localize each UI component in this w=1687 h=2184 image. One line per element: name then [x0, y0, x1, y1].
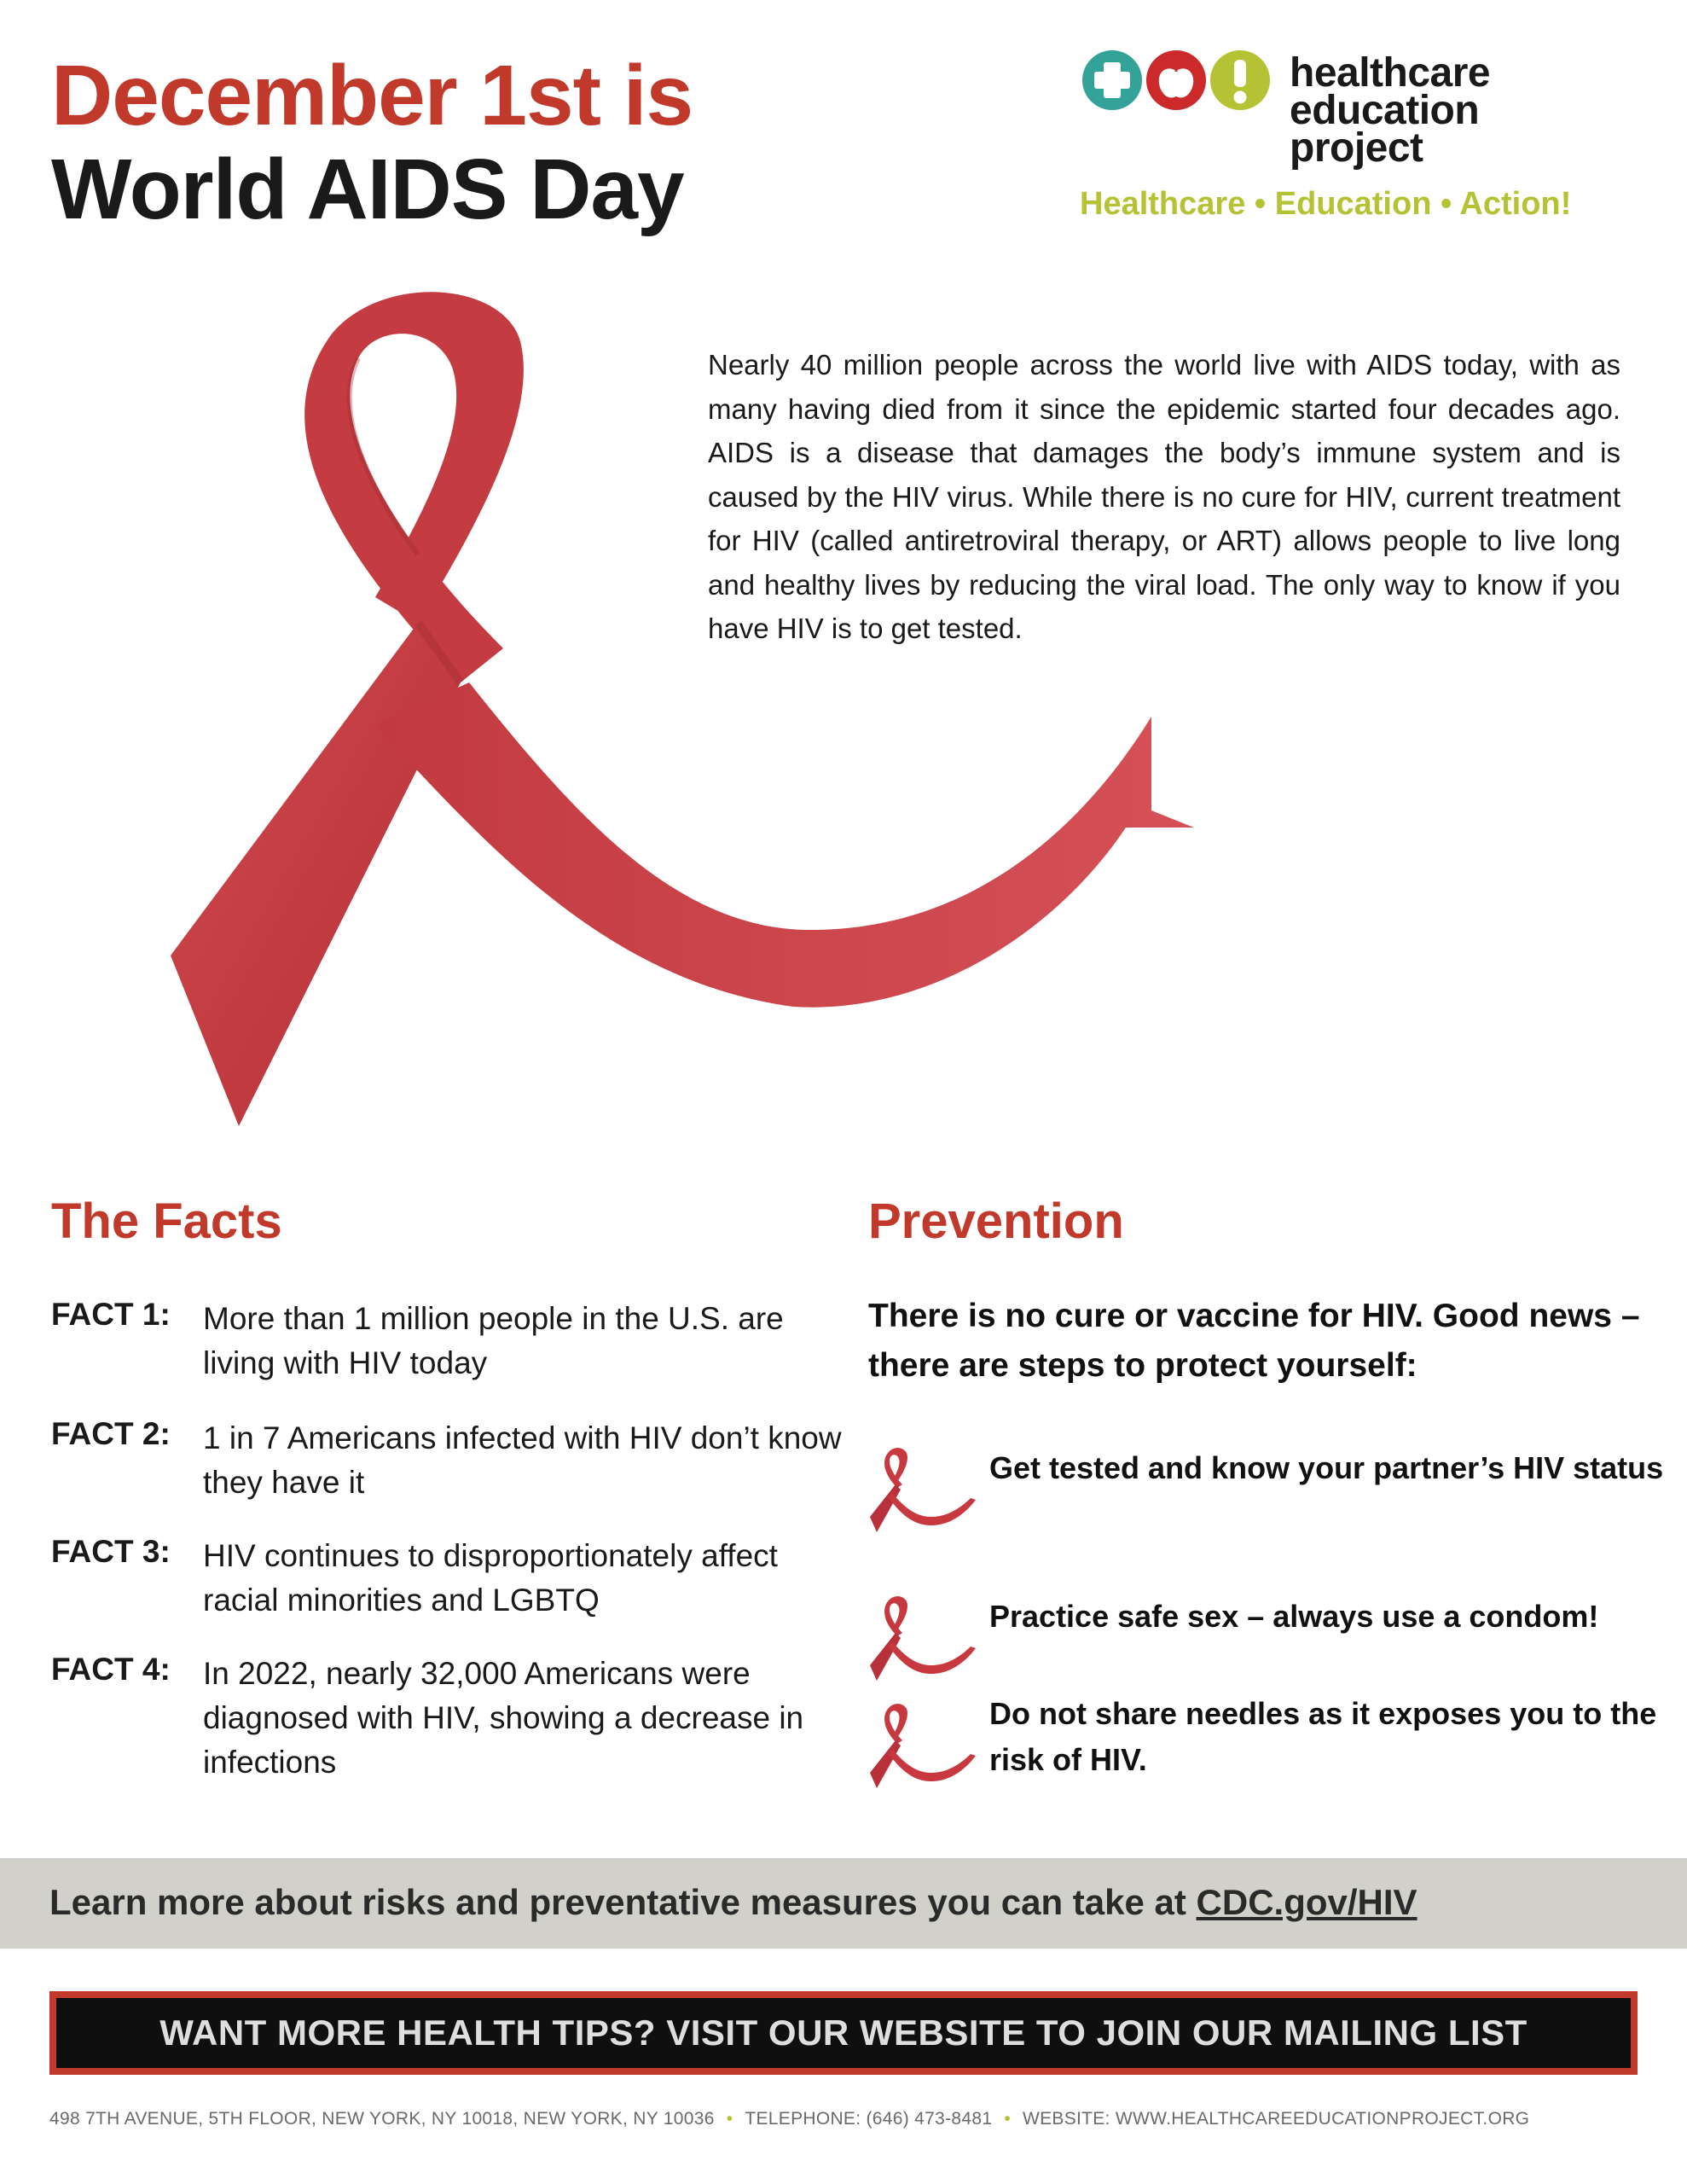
logo-line-3: project [1290, 125, 1423, 171]
learn-more-lead: Learn more about risks and preventative measures you can take at [49, 1882, 1197, 1922]
footer [49, 2109, 1638, 2129]
small-ribbon-icon [868, 1701, 977, 1790]
footer-website[interactable]: WEBSITE: WWW.HEALTHCAREEDUCATIONPROJECT.ORG [1022, 2109, 1530, 2129]
footer-telephone: TELEPHONE: (646) 473-8481 [745, 2109, 993, 2129]
prevention-step-text: Get tested and know your partner’s HIV status [989, 1450, 1664, 1485]
cdc-link[interactable]: CDC.gov/HIV [1196, 1882, 1417, 1922]
page-title-line1: December 1st is [51, 48, 693, 143]
fact-label: FACT 2: [51, 1416, 171, 1451]
fact-text: More than 1 million people in the U.S. are living with HIV today [203, 1301, 784, 1380]
mailing-list-text: WANT MORE HEALTH TIPS? VISIT OUR WEBSITE TO JOIN OUR MAILING LIST [159, 2013, 1528, 2053]
fact-label: FACT 1: [51, 1297, 171, 1332]
small-ribbon-icon [868, 1594, 977, 1682]
fact-text: 1 in 7 Americans infected with HIV don’t know they have it [203, 1420, 842, 1500]
plus-icon [1082, 50, 1142, 110]
apple-icon [1146, 50, 1206, 110]
page-title-line2: World AIDS Day [51, 142, 684, 237]
mailing-list-banner[interactable] [49, 1991, 1638, 2075]
footer-address: 498 7TH AVENUE, 5TH FLOOR, NEW YORK, NY 10018, NEW YORK, NY 10036 [49, 2109, 715, 2129]
prevention-step-text: Do not share needles as it exposes you to the risk of HIV. [989, 1696, 1657, 1777]
prevention-lead: There is no cure or vaccine for HIV. Good news – there are steps to protect yourself: [868, 1298, 1640, 1384]
logo-line-1: healthcare [1290, 50, 1491, 96]
facts-heading: The Facts [51, 1194, 282, 1249]
fact-label: FACT 3: [51, 1534, 171, 1569]
footer-separator: • [726, 2109, 733, 2129]
prevention-heading: Prevention [868, 1194, 1124, 1249]
logo-tagline: Healthcare • Education • Action! [1080, 186, 1572, 222]
logo-icons [1081, 49, 1271, 111]
prevention-step-text: Practice safe sex – always use a condom! [989, 1599, 1599, 1634]
logo-line-2: education [1290, 88, 1480, 133]
learn-more-text [49, 1882, 1417, 1923]
intro-paragraph: Nearly 40 million people across the world live with AIDS today, with as many having died from it since the epidemic started four decades ago. AIDS is a disease that damages the body’s immune system and is caused by the HIV virus. While there is no cure for HIV, current treatment for HIV (called antiretroviral therapy, or ART) allows people to live long and healthy lives by reducing the viral load. The only way to know if you have HIV is to get tested. [708, 349, 1620, 644]
fact-label: FACT 4: [51, 1652, 171, 1687]
logo-wordmark [1290, 50, 1491, 171]
fact-text: HIV continues to disproportionately affect racial minorities and LGBTQ [203, 1538, 778, 1618]
small-ribbon-icon [868, 1445, 977, 1534]
fact-text: In 2022, nearly 32,000 Americans were diagnosed with HIV, showing a decrease in infections [203, 1656, 804, 1780]
learn-more-bar [0, 1858, 1687, 1949]
footer-separator: • [1004, 2109, 1011, 2129]
exclamation-icon [1210, 50, 1270, 110]
